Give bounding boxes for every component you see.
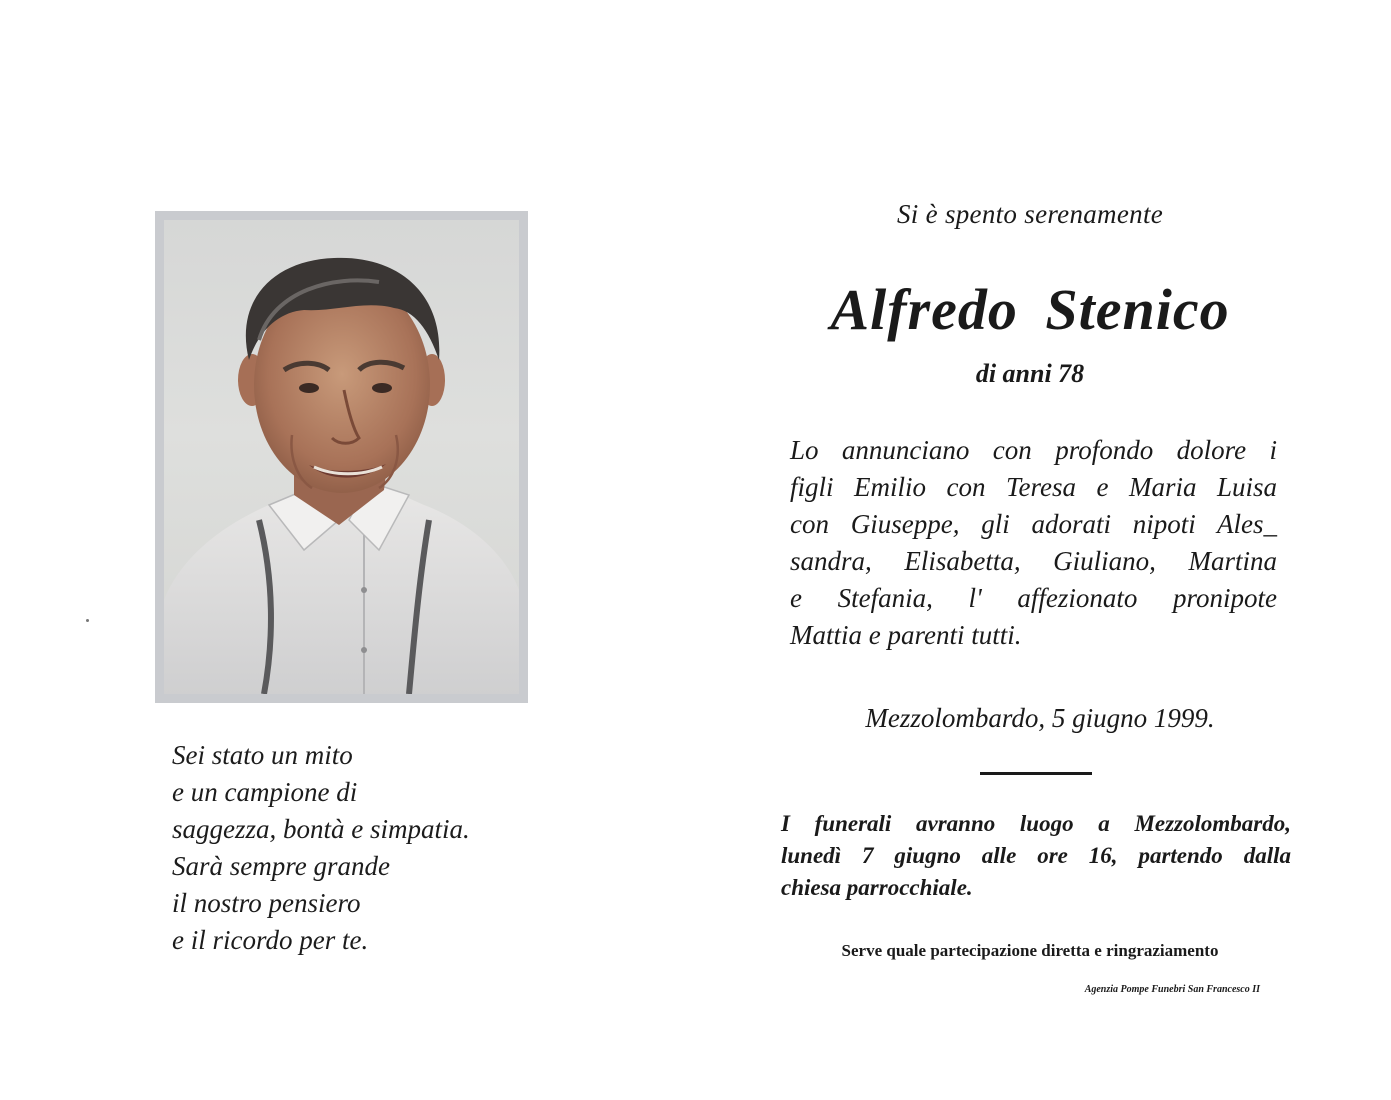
portrait-photo-frame <box>155 211 528 703</box>
portrait-photo-icon <box>164 220 519 694</box>
funeral-line: lunedì 7 giugno alle ore 16, partendo dalla <box>781 843 1291 868</box>
announcement-line: sandra, Elisabetta, Giuliano, Martina <box>790 546 1277 576</box>
memorial-poem <box>172 737 552 959</box>
announcement-text <box>790 432 1277 654</box>
portrait-photo <box>164 220 519 694</box>
thanks-note: Serve quale partecipazione diretta e ringraziamento <box>841 941 1219 960</box>
funeral-line: chiesa parrocchiale. <box>781 875 973 900</box>
poem-line: Sarà sempre grande <box>172 851 390 881</box>
announcement-line: figli Emilio con Teresa e Maria Luisa <box>790 472 1277 502</box>
poem-line: saggezza, bontà e simpatia. <box>172 814 470 844</box>
announcement-line: Lo annunciano con profondo dolore i <box>790 435 1277 465</box>
announcement-line: Mattia e parenti tutti. <box>790 620 1022 650</box>
divider <box>980 772 1092 775</box>
poem-line: Sei stato un mito <box>172 740 353 770</box>
notice-intro: Si è spento serenamente <box>896 199 1164 229</box>
poem-line: e un campione di <box>172 777 358 807</box>
scan-speck <box>86 619 89 622</box>
deceased-name: Alfredo Stenico <box>830 277 1230 342</box>
poem-line: il nostro pensiero <box>172 888 361 918</box>
agency-credit: Agenzia Pompe Funebri San Francesco II <box>1084 984 1260 995</box>
announcement-line: e Stefania, l' affezionato pronipote <box>790 583 1277 613</box>
poem-line: e il ricordo per te. <box>172 925 369 955</box>
place-date: Mezzolombardo, 5 giugno 1999. <box>865 703 1215 733</box>
funeral-details <box>781 808 1291 904</box>
funeral-line: I funerali avranno luogo a Mezzolombardo, <box>781 811 1291 836</box>
announcement-line: con Giuseppe, gli adorati nipoti Ales_ <box>790 509 1277 539</box>
deceased-age: di anni 78 <box>975 359 1085 388</box>
